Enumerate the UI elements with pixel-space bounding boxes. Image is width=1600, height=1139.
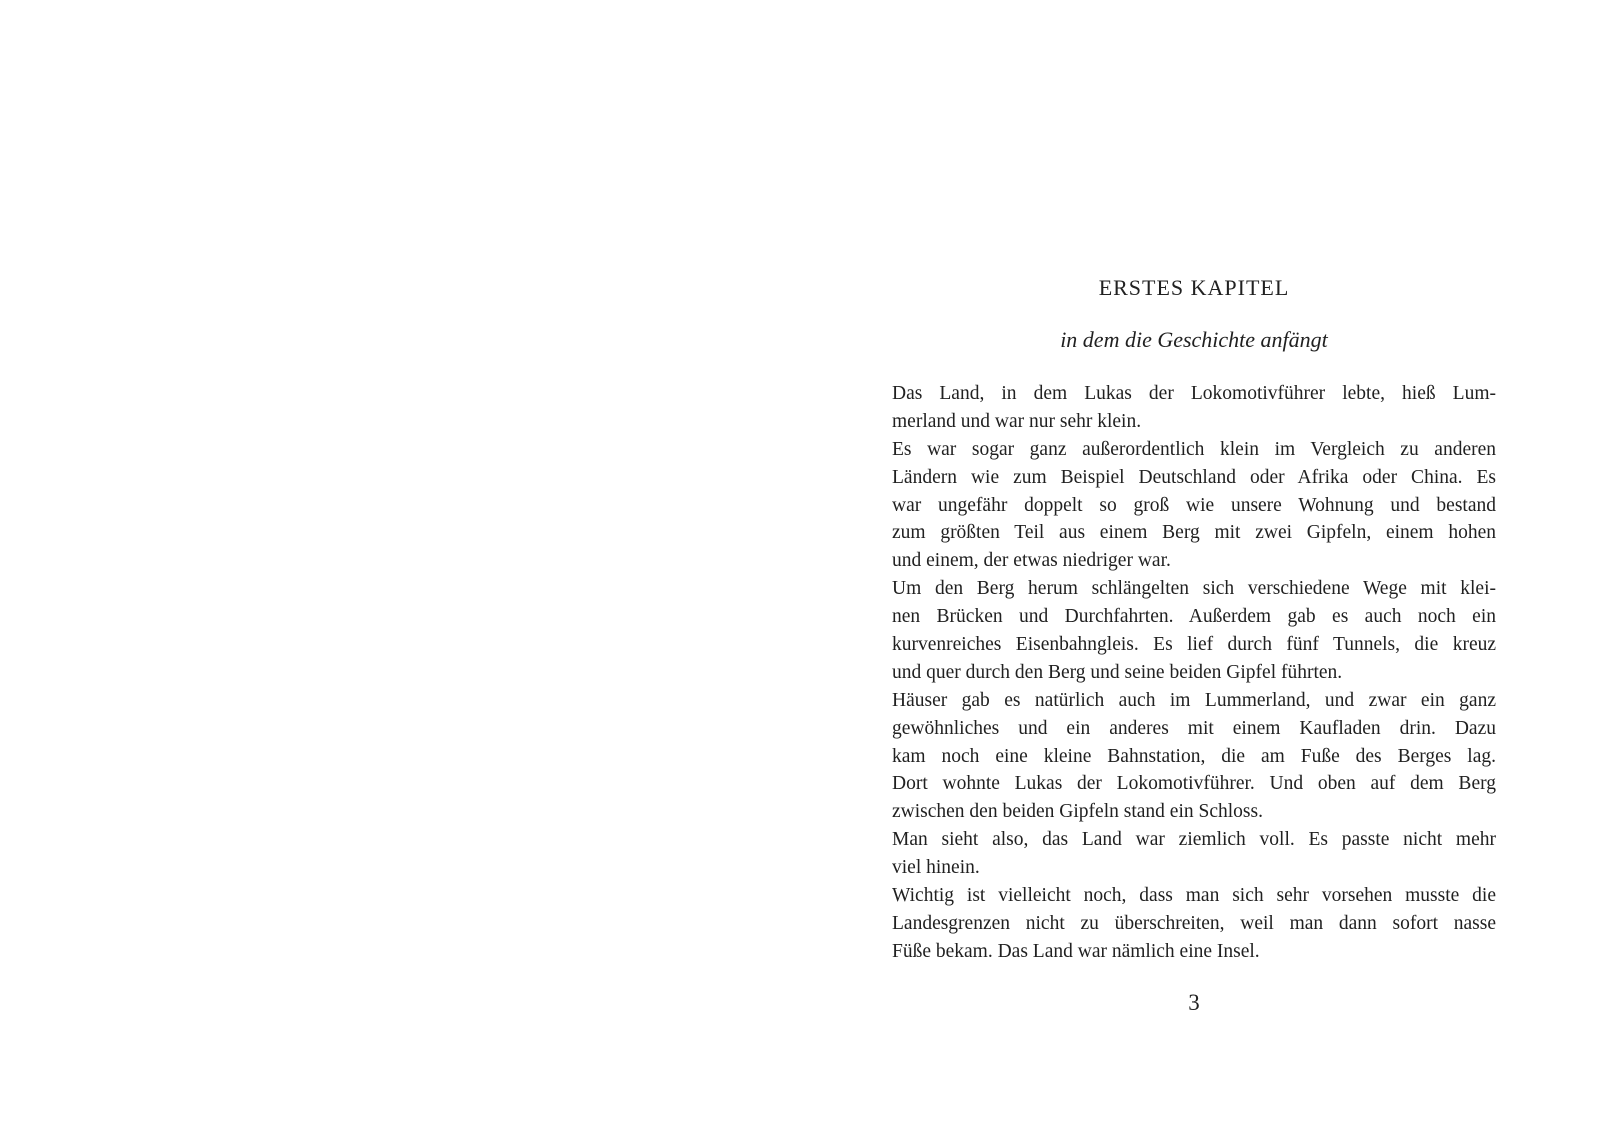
- page-number: 3: [1188, 990, 1200, 1015]
- text-line: Ländern wie zum Beispiel Deutschland oder Afrika oder China. Es: [892, 466, 1496, 488]
- text-line: zum größten Teil aus einem Berg mit zwei Gipfeln, einem hohen: [892, 522, 1496, 544]
- text-line: nen Brücken und Durchfahrten. Außerdem gab es auch noch ein: [892, 606, 1496, 628]
- paragraph: [892, 687, 1496, 826]
- body-text: [892, 380, 1496, 966]
- text-line: kurvenreiches Eisenbahngleis. Es lief durch fünf Tunnels, die kreuz: [892, 634, 1496, 656]
- paragraph: [892, 575, 1496, 687]
- text-line: und quer durch den Berg und seine beiden Gipfel führten.: [892, 661, 1343, 683]
- text-line: Um den Berg herum schlängelten sich verschiedene Wege mit klei-: [892, 578, 1496, 600]
- text-line: Wichtig ist vielleicht noch, dass man sich sehr vorsehen musste die: [892, 885, 1496, 907]
- text-line: Das Land, in dem Lukas der Lokomotivführer lebte, hieß Lum-: [892, 383, 1496, 404]
- text-line: und einem, der etwas niedriger war.: [892, 550, 1171, 572]
- text-line: war ungefähr doppelt so groß wie unsere Wohnung und bestand: [892, 494, 1496, 516]
- paragraph: [892, 380, 1496, 436]
- chapter-subtitle: in dem die Geschichte anfängt: [1060, 327, 1328, 352]
- chapter-heading: ERSTES KAPITEL: [1098, 275, 1290, 300]
- text-line: Häuser gab es natürlich auch im Lummerland, und zwar ein ganz: [892, 689, 1496, 711]
- text-line: gewöhnliches und ein anderes mit einem Kaufladen drin. Dazu: [892, 717, 1496, 739]
- text-line: Man sieht also, das Land war ziemlich voll. Es passte nicht mehr: [892, 829, 1496, 851]
- text-line: viel hinein.: [892, 857, 980, 879]
- text-line: kam noch eine kleine Bahnstation, die am Fuße des Berges lag.: [892, 745, 1496, 767]
- text-line: merland und war nur sehr klein.: [892, 410, 1142, 432]
- text-line: zwischen den beiden Gipfeln stand ein Schloss.: [892, 801, 1263, 823]
- text-line: Dort wohnte Lukas der Lokomotivführer. Und oben auf dem Berg: [892, 773, 1496, 795]
- paragraph: [892, 826, 1496, 882]
- text-line: Es war sogar ganz außerordentlich klein im Vergleich zu anderen: [892, 438, 1496, 460]
- book-page: [892, 0, 1496, 1139]
- text-line: Füße bekam. Das Land war nämlich eine Insel.: [892, 940, 1260, 962]
- paragraph: [892, 436, 1496, 575]
- text-line: Landesgrenzen nicht zu überschreiten, weil man dann sofort nasse: [892, 912, 1496, 934]
- paragraph: [892, 882, 1496, 966]
